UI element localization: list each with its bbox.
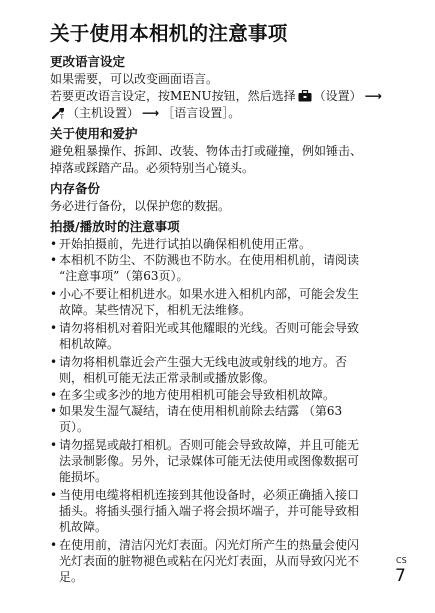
language-settings-label: ［语言设置］。 bbox=[162, 106, 241, 120]
section-heading-shooting: 拍摄/播放时的注意事项 bbox=[50, 219, 180, 234]
shooting-bullet-6-line-1: 在多尘或多沙的地方使用相机可能会导致相机故障。 bbox=[59, 388, 336, 402]
shooting-bullet-4-line-1: 请勿将相机对着阳光或其他耀眼的光线。否则可能会导致 bbox=[59, 321, 360, 335]
bullet-dot: • bbox=[50, 388, 58, 402]
shooting-bullet-3-line-2: 故障。某些情况下，相机无法维修。 bbox=[59, 303, 252, 317]
shooting-bullet-9-line-1: 当使用电缆将相机连接到其他设备时，必须正确插入接口 bbox=[59, 488, 360, 502]
bullet-dot: • bbox=[50, 404, 58, 418]
shooting-bullet-10-line-3: 足。 bbox=[59, 570, 84, 584]
toolbox-icon bbox=[298, 90, 312, 107]
shooting-bullet-5-line-1: 请勿将相机靠近会产生强大无线电波或射线的地方。否 bbox=[59, 355, 348, 369]
shooting-bullet-2-line-1: 本相机不防尘、不防溅也不防水。在使用相机前，请阅读 bbox=[59, 253, 360, 267]
main-settings-label: （主机设置） bbox=[67, 106, 140, 120]
backup-line-1: 务必进行备份，以保护您的数据。 bbox=[50, 199, 231, 213]
shooting-bullet-2-line-2: “注意事项”（第63页）。 bbox=[59, 269, 189, 283]
shooting-bullet-7-line-1: 如果发生湿气凝结，请在使用相机前除去结露 （第63 bbox=[59, 404, 343, 418]
bullet-dot: • bbox=[50, 287, 58, 301]
section-heading-care: 关于使用和爱护 bbox=[50, 126, 138, 141]
language-line-2-text: 若要更改语言设定，按MENU按钮，然后选择 bbox=[50, 89, 296, 103]
bullet-dot: • bbox=[50, 488, 58, 502]
page-title: 关于使用本相机的注意事项 bbox=[50, 22, 288, 45]
shooting-bullet-10-line-2: 光灯表面的脏物褪色或粘在闪光灯表面，从而导致闪光不 bbox=[59, 554, 360, 568]
language-code: CS bbox=[396, 556, 407, 565]
bullet-dot: • bbox=[50, 321, 58, 335]
bullet-dot: • bbox=[50, 538, 58, 552]
wrench-icon bbox=[52, 107, 65, 124]
care-line-2: 掉落或踩踏产品。必须特别当心镜头。 bbox=[50, 161, 255, 175]
bullet-dot: • bbox=[50, 355, 58, 369]
settings-label: （设置） bbox=[313, 89, 362, 103]
section-heading-language: 更改语言设定 bbox=[50, 54, 126, 69]
section-heading-backup: 内存备份 bbox=[50, 181, 101, 196]
shooting-bullet-9-line-2: 插头。将插头强行插入端子将会损坏端子，并可能导致相 bbox=[59, 504, 360, 518]
page-number: 7 bbox=[395, 566, 406, 586]
shooting-bullet-5-line-2: 则，相机可能无法正常录制或播放影像。 bbox=[59, 371, 276, 385]
shooting-bullet-8-line-2: 法录制影像。另外，记录媒体可能无法使用或图像数据可 bbox=[59, 454, 360, 468]
bullet-dot: • bbox=[50, 237, 58, 251]
svg-text:T: T bbox=[60, 114, 64, 119]
shooting-bullet-8-line-1: 请勿摇晃或敲打相机。否则可能会导致故障，并且可能无 bbox=[59, 438, 360, 452]
bullet-dot: • bbox=[50, 253, 58, 267]
shooting-bullet-4-line-2: 相机故障。 bbox=[59, 337, 120, 351]
bullet-dot: • bbox=[50, 438, 58, 452]
care-line-1: 避免粗暴操作、拆卸、改装、物体击打或碰撞，例如锤击、 bbox=[50, 144, 363, 158]
shooting-bullet-3-line-1: 小心不要让相机进水。如果水进入相机内部，可能会发生 bbox=[59, 287, 360, 301]
shooting-bullet-9-line-3: 机故障。 bbox=[59, 520, 108, 534]
shooting-bullet-8-line-3: 能损坏。 bbox=[59, 470, 108, 484]
arrow-right-icon: ⟶ bbox=[142, 106, 160, 120]
shooting-bullet-1-line-1: 开始拍摄前，先进行试拍以确保相机使用正常。 bbox=[59, 237, 312, 251]
shooting-bullet-7-line-2: 页）。 bbox=[59, 420, 90, 434]
language-line-1: 如果需要，可以改变画面语言。 bbox=[50, 72, 219, 86]
language-line-3 bbox=[50, 105, 240, 124]
arrow-right-icon: ⟶ bbox=[364, 89, 382, 103]
shooting-bullet-10-line-1: 在使用前，清洁闪光灯表面。闪光灯所产生的热量会使闪 bbox=[59, 538, 360, 552]
